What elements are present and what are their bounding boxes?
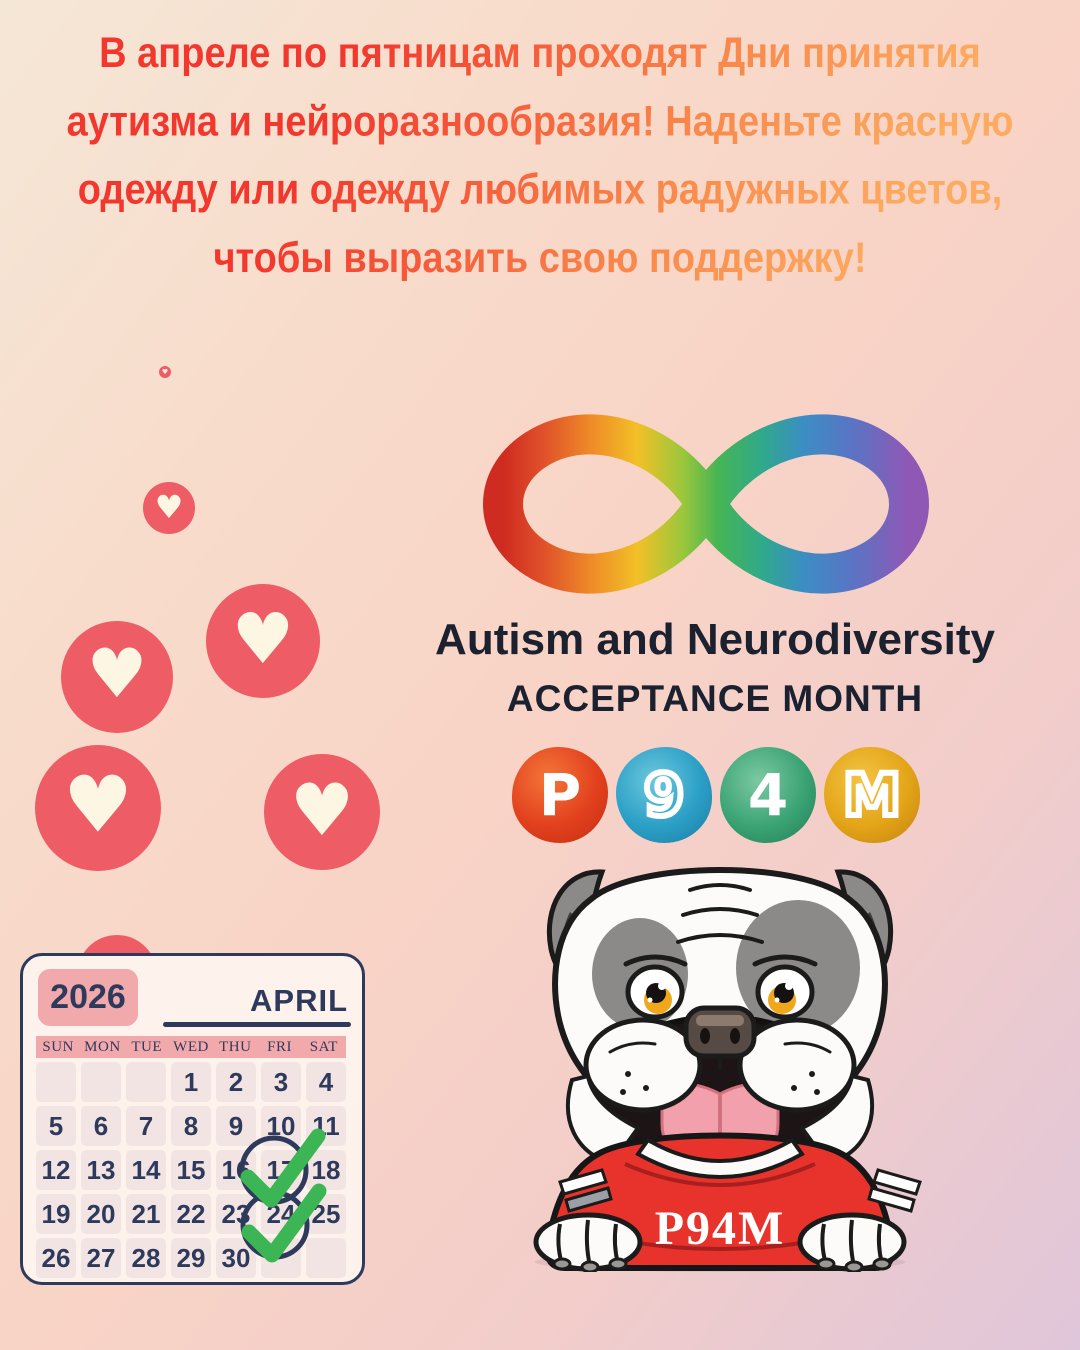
calendar-day-cell: 21	[126, 1194, 166, 1234]
calendar-day-cell: 13	[81, 1150, 121, 1190]
heart-glyph-icon: ♥	[63, 760, 133, 851]
calendar-day-cell: 18	[306, 1150, 346, 1190]
calendar-day-cell: 5	[36, 1106, 76, 1146]
calendar-day-cell: 3	[261, 1062, 301, 1102]
badge-p	[512, 747, 608, 843]
calendar-day-cell: 28	[126, 1238, 166, 1278]
calendar-day-cell	[306, 1238, 346, 1278]
heart-icon	[35, 745, 161, 871]
heart-glyph-icon: ♥	[154, 488, 184, 527]
calendar-day-names	[36, 1036, 346, 1058]
calendar-day-cell: 1	[171, 1062, 211, 1102]
calendar-year-badge	[38, 969, 138, 1026]
heart-glyph-icon: ♥	[86, 634, 148, 714]
calendar-day-cell: 20	[81, 1194, 121, 1234]
headline-line-1: В апреле по пятницам проходят Дни принятия	[99, 30, 981, 78]
badge-letter: 9	[643, 761, 685, 829]
calendar-day-cell: 23	[216, 1194, 256, 1234]
day-name-fri: FRI	[267, 1038, 292, 1055]
day-name-sat: SAT	[309, 1038, 338, 1055]
logo-subtitle: ACCEPTANCE MONTH	[506, 678, 924, 719]
calendar	[20, 953, 365, 1285]
headline-line-2: аутизма и нейроразнообразия! Наденьте красную	[66, 98, 1014, 146]
calendar-day-cell: 17	[261, 1150, 301, 1190]
calendar-day-cell: 15	[171, 1150, 211, 1190]
calendar-day-cell	[36, 1062, 76, 1102]
heart-icon	[143, 482, 195, 534]
day-name-tue: TUE	[131, 1038, 163, 1055]
day-name-wed: WED	[173, 1038, 209, 1055]
headline-line-3: одежду или одежду любимых радужных цветов,	[77, 166, 1003, 214]
infinity-symbol-icon	[472, 402, 940, 606]
heart-icon	[264, 754, 380, 870]
heart-icon	[206, 584, 320, 698]
bulldog-mascot	[530, 852, 960, 1272]
day-name-mon: MON	[84, 1038, 121, 1055]
calendar-day-cell	[261, 1238, 301, 1278]
heart-glyph-icon: ♥	[231, 597, 295, 680]
calendar-day-cell: 2	[216, 1062, 256, 1102]
calendar-day-cell: 14	[126, 1150, 166, 1190]
badge-m	[824, 747, 920, 843]
calendar-day-cell: 27	[81, 1238, 121, 1278]
p94m-badges	[512, 747, 920, 843]
calendar-year: 2026	[50, 978, 126, 1016]
calendar-day-cell: 7	[126, 1106, 166, 1146]
calendar-day-cell: 29	[171, 1238, 211, 1278]
month-underline	[163, 1022, 351, 1027]
calendar-month: APRIL	[250, 983, 348, 1018]
calendar-day-cell: 26	[36, 1238, 76, 1278]
badge-letter: P	[538, 761, 582, 829]
heart-glyph-icon: ♥	[161, 367, 169, 376]
calendar-day-cell	[126, 1062, 166, 1102]
badge-letter: 4	[747, 761, 789, 829]
badge-letter: M	[843, 761, 901, 829]
calendar-day-cell: 22	[171, 1194, 211, 1234]
calendar-day-cell: 19	[36, 1194, 76, 1234]
calendar-day-cell: 25	[306, 1194, 346, 1234]
day-name-thu: THU	[219, 1038, 252, 1055]
heart-icon	[159, 366, 171, 378]
heart-icon	[61, 621, 173, 733]
calendar-day-cell: 6	[81, 1106, 121, 1146]
calendar-day-cell: 16	[216, 1150, 256, 1190]
calendar-day-cell: 8	[171, 1106, 211, 1146]
calendar-day-cell: 30	[216, 1238, 256, 1278]
calendar-day-cell: 9	[216, 1106, 256, 1146]
calendar-day-cell: 10	[261, 1106, 301, 1146]
calendar-day-cell: 4	[306, 1062, 346, 1102]
badge-4	[720, 747, 816, 843]
calendar-day-cell: 12	[36, 1150, 76, 1190]
badge-9	[616, 747, 712, 843]
day-name-sun: SUN	[42, 1038, 74, 1055]
calendar-day-cell: 24	[261, 1194, 301, 1234]
headline	[30, 20, 1050, 293]
calendar-day-cell: 11	[306, 1106, 346, 1146]
headline-line-4: чтобы выразить свою поддержку!	[213, 235, 867, 283]
heart-glyph-icon: ♥	[289, 767, 355, 852]
calendar-day-cell	[81, 1062, 121, 1102]
jersey-text: P94M	[654, 1202, 786, 1255]
logo-title: Autism and Neurodiversity	[435, 615, 995, 664]
calendar-grid	[36, 1062, 346, 1278]
